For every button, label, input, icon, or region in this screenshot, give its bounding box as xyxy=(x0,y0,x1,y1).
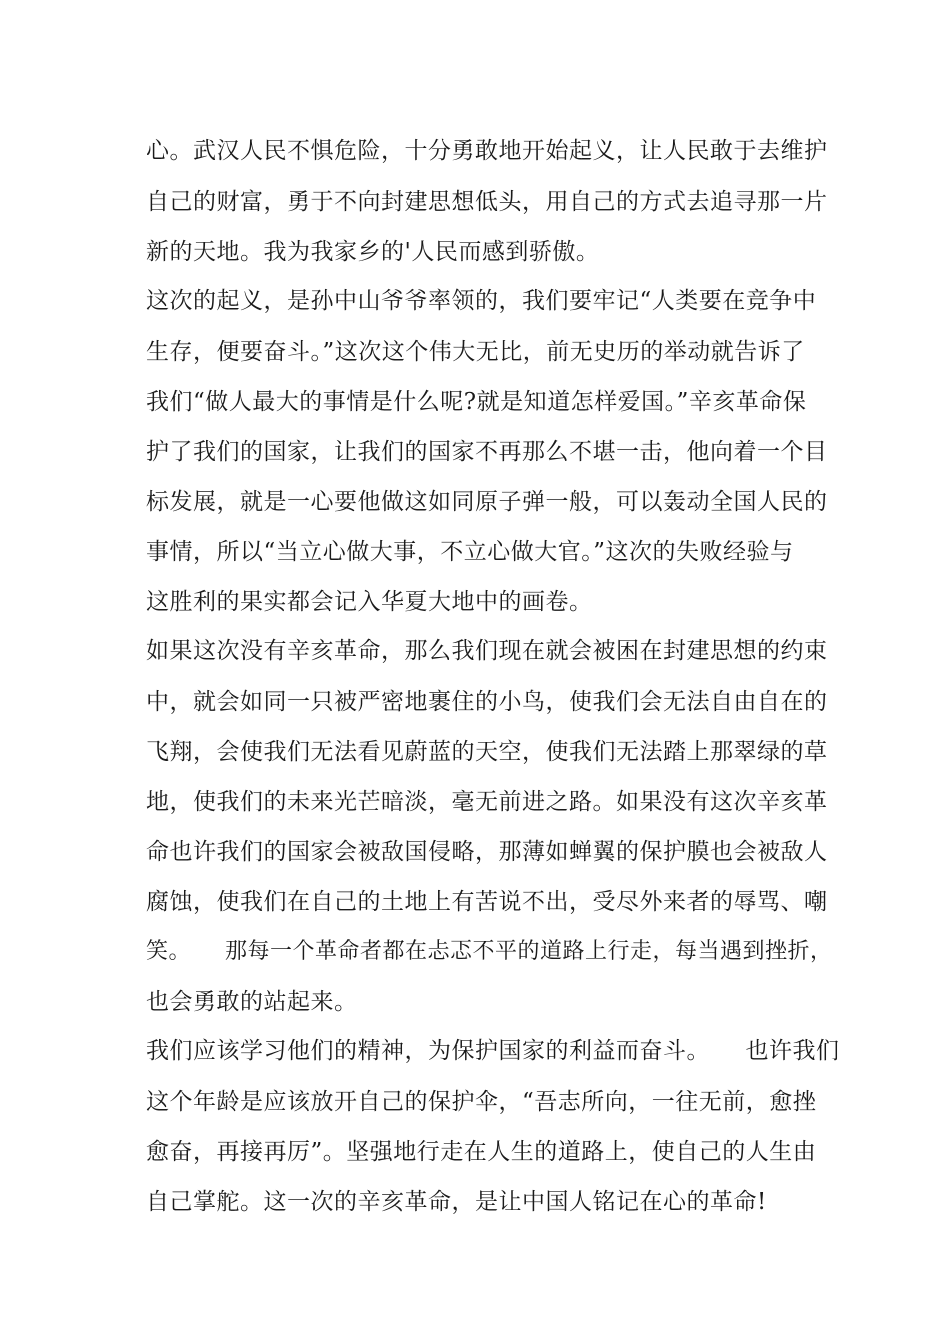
text-line: 飞翔，会使我们无法看见蔚蓝的天空，使我们无法踏上那翠绿的草 xyxy=(146,739,828,765)
text-line: 事情，所以“当立心做大事，不立心做大官。”这次的失败经验与 xyxy=(146,539,794,565)
text-line: 我们应该学习他们的精神，为保护国家的利益而奋斗。 也许我们 xyxy=(146,1038,840,1064)
text-line: 这胜利的果实都会记入华夏大地中的画卷。 xyxy=(146,589,593,615)
text-line: 如果这次没有辛亥革命，那么我们现在就会被困在封建思想的约束 xyxy=(146,638,828,664)
text-line: 我们“做人最大的事情是什么呢?就是知道怎样爱国。”辛亥革命保 xyxy=(146,389,807,415)
text-line: 地，使我们的未来光芒暗淡，毫无前进之路。如果没有这次辛亥革 xyxy=(146,789,828,815)
text-line: 命也许我们的国家会被敌国侵略，那薄如蝉翼的保护膜也会被敌人 xyxy=(146,839,828,865)
text-line: 心。武汉人民不惧危险，十分勇敢地开始起义，让人民敢于去维护 xyxy=(146,138,828,164)
text-line: 愈奋，再接再厉”。坚强地行走在人生的道路上，使自己的人生由 xyxy=(146,1139,817,1165)
text-line: 生存，便要奋斗。”这次这个伟大无比，前无史历的举动就告诉了 xyxy=(146,339,805,365)
text-line: 笑。 那每一个革命者都在忐忑不平的道路上行走，每当遇到挫折， xyxy=(146,939,833,964)
text-line: 这个年龄是应该放开自己的保护伞，“吾志所向，一往无前，愈挫 xyxy=(146,1089,817,1115)
text-line: 中，就会如同一只被严密地裹住的小鸟，使我们会无法自由自在的 xyxy=(146,689,828,715)
text-line: 腐蚀，使我们在自己的土地上有苦说不出，受尽外来者的辱骂、嘲 xyxy=(146,889,828,915)
text-line: 标发展，就是一心要他做这如同原子弹一般，可以轰动全国人民的 xyxy=(146,489,828,515)
text-line: 也会勇敢的站起来。 xyxy=(146,989,358,1015)
text-line: 护了我们的国家，让我们的国家不再那么不堪一击，他向着一个目 xyxy=(146,439,828,465)
text-line: 这次的起义，是孙中山爷爷率领的，我们要牢记“人类要在竞争中 xyxy=(146,288,817,314)
text-line: 自己的财富，勇于不向封建思想低头，用自己的方式去追寻那一片 xyxy=(146,189,828,215)
text-line: 自己掌舵。这一次的辛亥革命，是让中国人铭记在心的革命! xyxy=(146,1189,767,1215)
text-line: 新的天地。我为我家乡的'人民而感到骄傲。 xyxy=(146,239,600,265)
